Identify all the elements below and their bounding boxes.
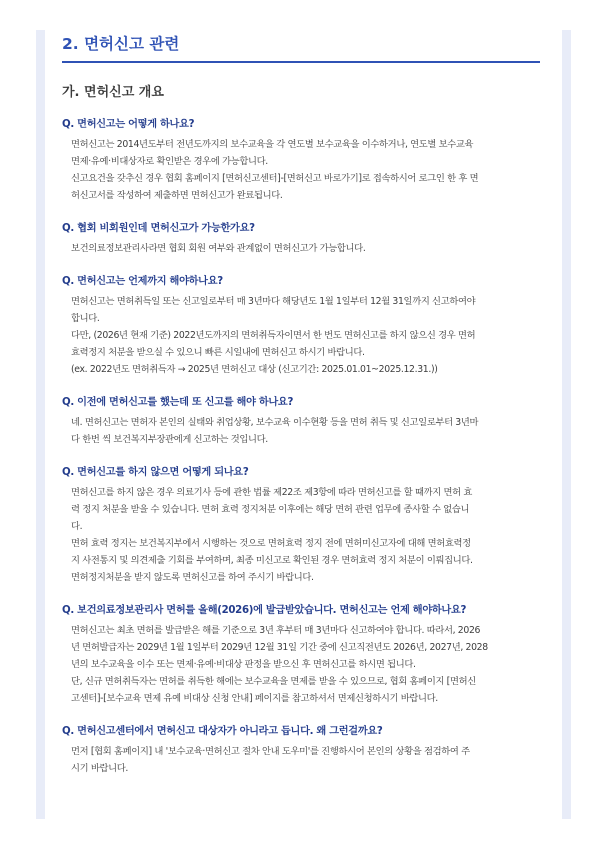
answer-line: 면허신고는 최초 면허를 발급받은 해를 기준으로 3년 후부터 매 3년마다 신고하여야 합니다. 따라서, 2026 (71, 625, 481, 636)
faq-question: Q. 면허신고는 언제까지 해야하나요? (62, 276, 223, 287)
answer-line: 합니다. (71, 313, 100, 324)
faq-item (62, 393, 540, 448)
section-title: 2. 면허신고 관련 (62, 30, 540, 63)
answer-line: 고센터]-[보수교육 면제 유예 비대상 신청 안내] 페이지를 참고하셔서 면제신청하시기 바랍니다. (71, 693, 438, 704)
right-margin-bar (562, 30, 571, 819)
faq-question: Q. 보건의료정보관리사 면허를 올해(2026)에 발급받았습니다. 면허신고는 언제 해야하나요? (62, 605, 467, 616)
faq-question: Q. 면허신고를 하지 않으면 어떻게 되나요? (62, 467, 249, 478)
answer-line: 다. (71, 521, 83, 532)
faq-item (62, 272, 540, 378)
faq-question: Q. 면허신고센터에서 면허신고 대상자가 아니라고 듭니다. 왜 그런걸까요? (62, 726, 383, 737)
answer-line: 다만, (2026년 현재 기준) 2022년도까지의 면허취득자이면서 한 번도 면허신고를 하지 않으신 경우 면허 (71, 330, 476, 341)
faq-question: Q. 이전에 면허신고를 했는데 또 신고를 해야 하나요? (62, 397, 294, 408)
faq-item (62, 463, 540, 586)
answer-line: 면허신고는 2014년도부터 전년도까지의 보수교육을 각 연도별 보수교육을 이수하거나, 연도별 보수교육 (71, 139, 474, 150)
answer-line: 년 면허발급자는 2029년 1월 1일부터 2029년 12월 31일 기간 중에 신고직전년도 2026년, 2027년, 2028 (71, 642, 488, 653)
answer-line: 면허신고를 하지 않은 경우 의료기사 등에 관한 법률 제22조 제3항에 따라 면허신고를 할 때까지 면허 효 (71, 487, 473, 498)
faq-answer (71, 484, 540, 586)
answer-line: 면허 효력 정지는 보건복지부에서 시행하는 것으로 면허효력 정지 전에 면허미신고자에 대해 면허효력정 (71, 538, 471, 549)
faq-item (62, 115, 540, 204)
faq-answer (71, 414, 540, 448)
answer-line: 년의 보수교육을 이수 또는 면제·유예·비대상 판정을 받으신 후 면허신고를 하시면 됩니다. (71, 659, 416, 670)
faq-item (62, 601, 540, 707)
answer-line: 허신고서를 작성하여 제출하면 면허신고가 완료됩니다. (71, 190, 283, 201)
faq-list (62, 115, 540, 777)
answer-line: 면허신고는 면허취득일 또는 신고일로부터 매 3년마다 해당년도 1월 1일부터 12월 31일까지 신고하여야 (71, 296, 476, 307)
faq-answer (71, 622, 540, 707)
answer-line: 시기 바랍니다. (71, 763, 128, 774)
faq-item (62, 722, 540, 777)
answer-line: 네. 면허신고는 면허자 본인의 실태와 취업상황, 보수교육 이수현황 등을 면허 취득 및 신고일로부터 3년마 (71, 417, 479, 428)
answer-line: 면허정지처분을 받지 않도록 면허신고를 하여 주시기 바랍니다. (71, 572, 314, 583)
faq-answer (71, 136, 540, 204)
faq-item (62, 219, 540, 257)
faq-question: Q. 면허신고는 어떻게 하나요? (62, 119, 195, 130)
faq-question: Q. 협회 비회원인데 면허신고가 가능한가요? (62, 223, 255, 234)
answer-line: 효력정지 처분을 받으실 수 있으니 빠른 시일내에 면허신고 하시기 바랍니다. (71, 347, 365, 358)
answer-line: 보건의료정보관리사라면 협회 회원 여부와 관계없이 면허신고가 가능합니다. (71, 243, 366, 254)
answer-line: 면제·유예·비대상자로 확인받은 경우에 가능합니다. (71, 156, 268, 167)
answer-line: 다 한번 씩 보건복지부장관에게 신고하는 것입니다. (71, 434, 268, 445)
faq-answer (71, 293, 540, 378)
faq-answer (71, 240, 540, 257)
left-margin-bar (36, 30, 45, 819)
answer-line: 지 사전통지 및 의견제출 기회를 부여하며, 최종 미신고로 확인된 경우 면허효력 정지 처분이 이뤄집니다. (71, 555, 473, 566)
document-page (62, 30, 540, 777)
answer-line: 단, 신규 면허취득자는 면허를 취득한 해에는 보수교육을 면제를 받을 수 있으므로, 협회 홈페이지 [면허신 (71, 676, 476, 687)
subsection-title: 가. 면허신고 개요 (62, 85, 164, 100)
faq-answer (71, 743, 540, 777)
answer-line: 먼저 [협회 홈페이지] 내 '보수교육·면허신고 절차 안내 도우미'를 진행하시어 본인의 상황을 점검하여 주 (71, 746, 470, 757)
answer-line: 신고요건을 갖추신 경우 협회 홈페이지 [면허신고센터]-[면허신고 바로가기]로 접속하시어 로그인 한 후 면 (71, 173, 479, 184)
answer-line: 력 정지 처분을 받을 수 있습니다. 면허 효력 정지처분 이후에는 해당 면허 관련 업무에 종사할 수 없습니 (71, 504, 470, 515)
answer-line: (ex. 2022년도 면허취득자 → 2025년 면허신고 대상 (신고기간: 2025.01.01~2025.12.31.)) (71, 364, 438, 375)
